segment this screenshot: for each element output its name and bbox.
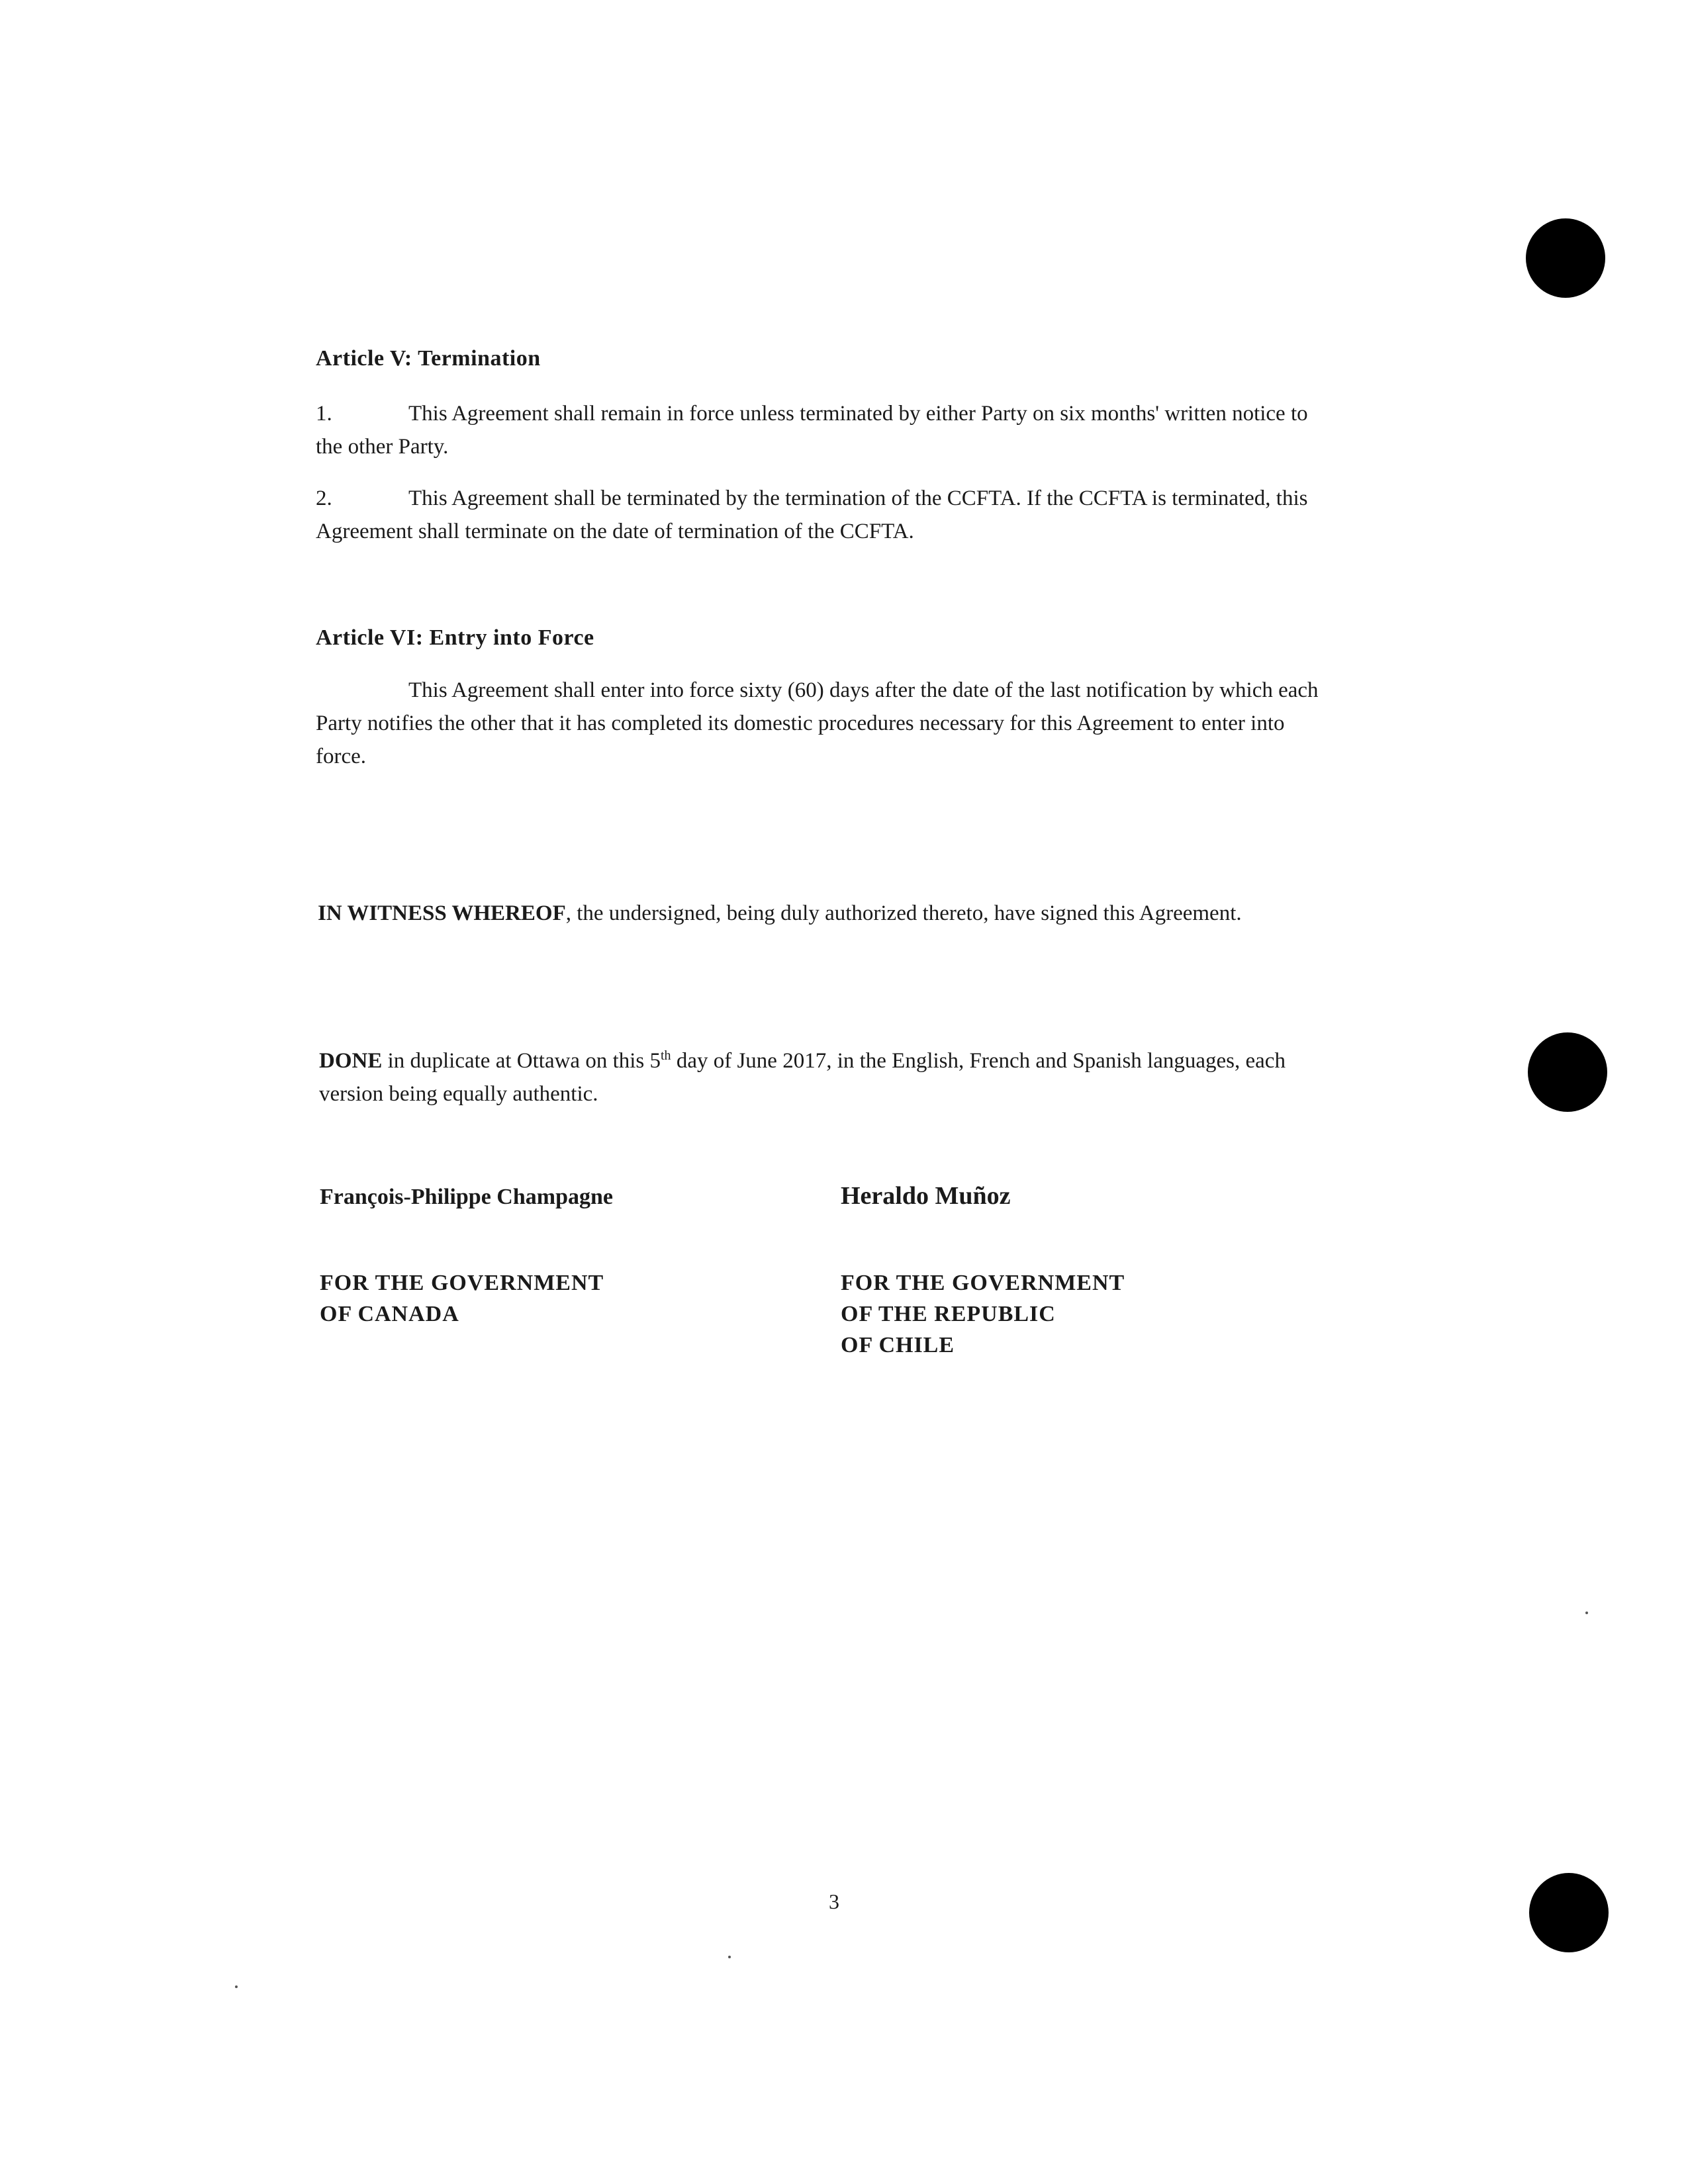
paragraph-number: 1. <box>316 402 332 426</box>
signatory-line: FOR THE GOVERNMENT <box>841 1271 1125 1295</box>
signatory-line: OF CANADA <box>320 1302 459 1326</box>
punch-hole-middle <box>1528 1032 1607 1112</box>
paragraph-number: 2. <box>316 486 332 510</box>
article-5-heading: Article V: Termination <box>316 346 541 371</box>
article-6-paragraph <box>316 674 1335 773</box>
punch-hole-bottom <box>1529 1873 1609 1952</box>
witness-lead: IN WITNESS WHEREOF <box>318 901 566 925</box>
paragraph-text: This Agreement shall remain in force unless terminated by either Party on six months' written notice to the other Party. <box>316 402 1308 459</box>
witness-clause <box>318 897 1337 930</box>
article-5-paragraph-1 <box>316 397 1335 463</box>
paragraph-text: This Agreement shall be terminated by the termination of the CCFTA. If the CCFTA is terminated, this Agreement shall terminate on the date of termination of the CCFTA. <box>316 486 1308 543</box>
ordinal-suffix: th <box>661 1048 671 1063</box>
signatory-chile-name: Heraldo Muñoz <box>841 1182 1011 1210</box>
article-5-paragraph-2 <box>316 482 1335 548</box>
scan-speck <box>235 1985 238 1988</box>
signatory-chile-block <box>841 1267 1125 1361</box>
scan-speck <box>728 1956 731 1958</box>
signatory-line: OF THE REPUBLIC <box>841 1302 1056 1326</box>
signatory-line: FOR THE GOVERNMENT <box>320 1271 604 1295</box>
witness-text: , the undersigned, being duly authorized thereto, have signed this Agreement. <box>565 901 1242 925</box>
done-text-1: in duplicate at Ottawa on this 5 <box>382 1049 661 1073</box>
done-clause <box>319 1039 1338 1111</box>
done-text-2: day of June 2017, in the English, French and Spanish languages, each version being equally authentic. <box>319 1049 1286 1106</box>
page-number: 3 <box>829 1889 839 1913</box>
article-6-heading: Article VI: Entry into Force <box>316 625 594 650</box>
paragraph-text: This Agreement shall enter into force sixty (60) days after the date of the last notification by which each Party notifies the other that it has completed its domestic procedures necessary for this Agreement to enter into force. <box>316 678 1319 768</box>
signatory-line: OF CHILE <box>841 1333 955 1357</box>
signatory-canada-block <box>320 1267 604 1330</box>
scan-speck <box>1585 1612 1588 1614</box>
signatory-canada-name: François-Philippe Champagne <box>320 1185 613 1209</box>
done-lead: DONE <box>319 1049 383 1073</box>
punch-hole-top <box>1526 218 1605 298</box>
